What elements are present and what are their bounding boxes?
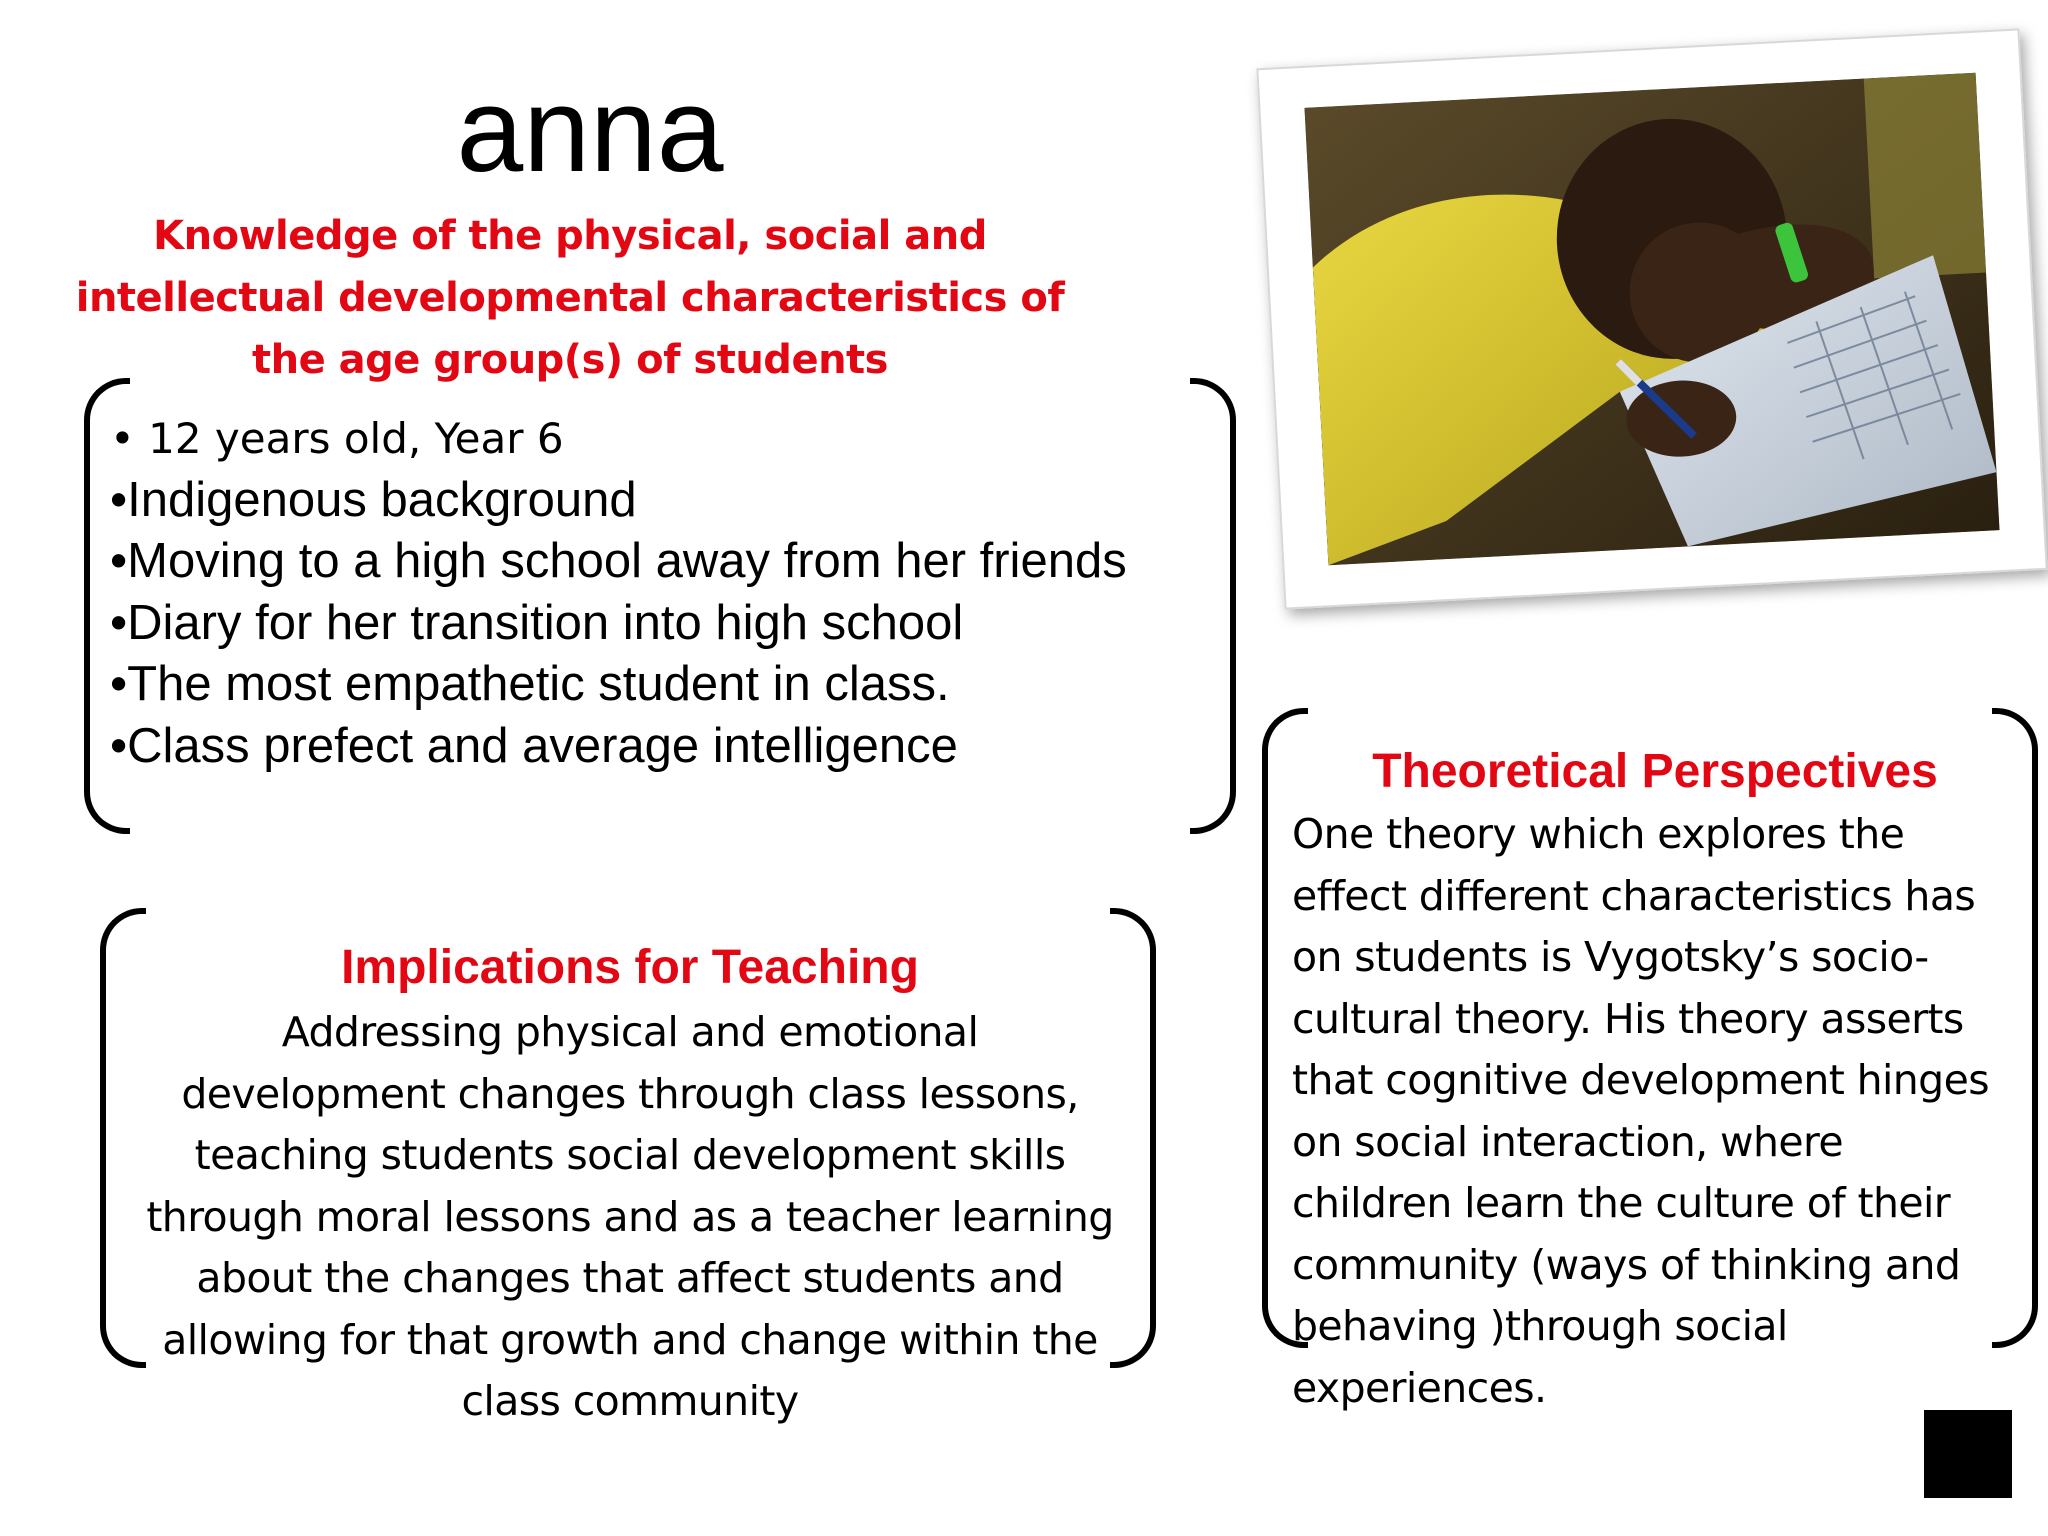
characteristic-item: •Diary for her transition into high school — [110, 595, 964, 650]
corner-square — [1924, 1410, 2012, 1498]
theory-line: community (ways of thinking and — [1292, 1240, 1961, 1289]
subtitle-line: Knowledge of the physical, social and — [153, 213, 987, 259]
implications-line: teaching students social development skills — [194, 1131, 1066, 1179]
theory-line: on social interaction, where — [1292, 1117, 1843, 1166]
implications-line: through moral lessons and as a teacher learning — [146, 1192, 1114, 1241]
theory-text — [1292, 804, 2032, 1419]
theory-line: One theory which explores the — [1292, 810, 1905, 858]
implications-text — [110, 1002, 1150, 1433]
theory-line: children learn the culture of their — [1292, 1179, 1951, 1227]
implications-line: class community — [461, 1377, 799, 1425]
theory-line: on students is Vygotsky’s socio- — [1292, 933, 1929, 981]
characteristics-list — [110, 408, 1210, 777]
theory-line: behaving )through social — [1292, 1302, 1788, 1350]
implications-line: Addressing physical and emotional — [281, 1008, 979, 1056]
theory-line: experiences. — [1292, 1363, 1547, 1412]
characteristic-item: •Moving to a high school away from her friends — [110, 534, 1127, 588]
slide-title: anna — [456, 63, 724, 197]
characteristic-item: •The most empathetic student in class. — [110, 657, 950, 711]
student-photo — [1304, 73, 1999, 566]
student-photo-illustration — [1304, 73, 1999, 566]
implications-line: development changes through class lessons, — [181, 1069, 1079, 1118]
theory-line: that cognitive development hinges — [1292, 1056, 1989, 1104]
characteristic-item: •Indigenous background — [110, 472, 637, 527]
implications-heading: Implications for Teaching — [341, 941, 919, 994]
subtitle — [60, 205, 1080, 391]
implications-line: allowing for that growth and change within the — [162, 1315, 1098, 1364]
characteristic-item: •Class prefect and average intelligence — [110, 718, 958, 773]
subtitle-line: the age group(s) of students — [252, 337, 888, 383]
implications-line: about the changes that affect students and — [196, 1254, 1064, 1302]
theory-line: cultural theory. His theory asserts — [1292, 994, 1964, 1043]
theory-heading: Theoretical Perspectives — [1372, 745, 1938, 798]
theory-line: effect different characteristics has — [1292, 871, 1976, 920]
characteristic-item: • 12 years old, Year 6 — [110, 414, 564, 463]
subtitle-line: intellectual developmental characteristics of — [75, 275, 1065, 321]
student-photo-frame — [1256, 28, 2047, 609]
